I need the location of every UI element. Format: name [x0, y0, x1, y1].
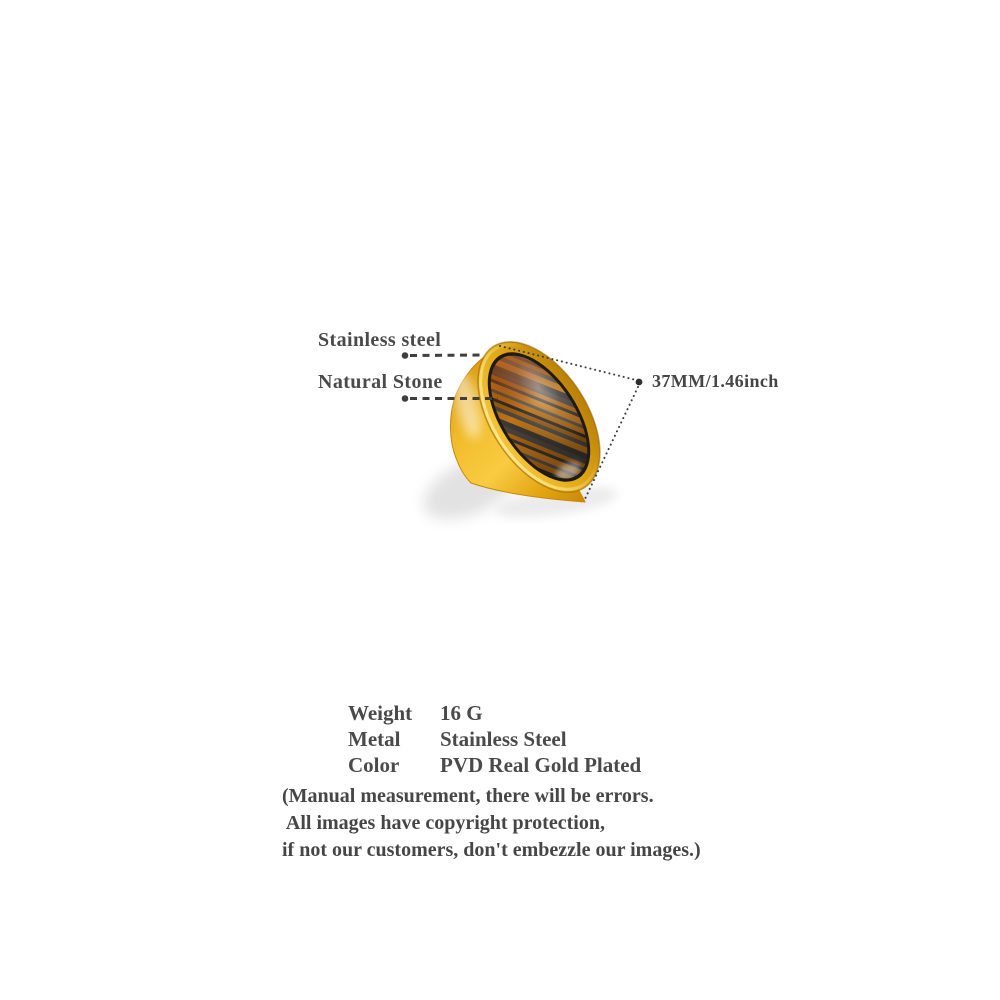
spec-label-metal: Metal	[348, 727, 401, 751]
label-natural-stone: Natural Stone	[318, 371, 443, 393]
disclaimer-line-3: if not our customers, don't embezzle our images.)	[282, 839, 701, 861]
label-dimension: 37MM/1.46inch	[652, 371, 779, 391]
spec-row-color	[348, 752, 641, 778]
spec-table	[348, 700, 641, 778]
label-stainless-steel: Stainless steel	[318, 329, 442, 351]
dimension-dot	[636, 379, 643, 386]
disclaimer	[282, 783, 701, 864]
spec-label-weight: Weight	[348, 701, 413, 725]
spec-value-color: PVD Real Gold Plated	[440, 753, 642, 777]
spec-value-metal: Stainless Steel	[440, 727, 567, 751]
spec-label-color: Color	[348, 753, 400, 777]
spec-row-weight	[348, 700, 641, 726]
leader-line-stainless	[410, 355, 484, 356]
spec-value-weight: 16 G	[440, 701, 483, 725]
disclaimer-line-1: (Manual measurement, there will be errors.	[282, 785, 654, 807]
disclaimer-line-2: All images have copyright protection,	[282, 812, 605, 834]
spec-row-metal	[348, 726, 641, 752]
leader-dot-stone	[402, 395, 409, 402]
leader-dot-stainless	[402, 352, 409, 359]
